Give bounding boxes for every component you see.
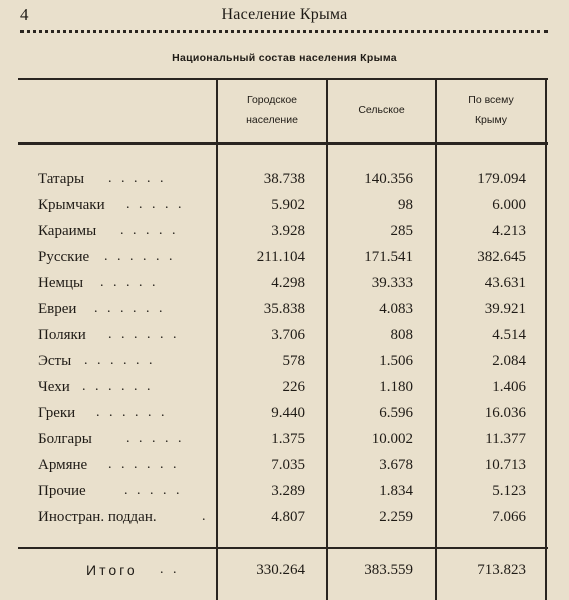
urban-value: 9.440 [271, 405, 305, 421]
nationality-name: Армяне [38, 457, 88, 473]
total-value: 16.036 [484, 405, 526, 421]
nationality-name: Чехи [38, 379, 70, 395]
table-row [18, 452, 548, 478]
urban-value: 38.738 [263, 171, 305, 187]
nationality-name: Евреи [38, 301, 77, 317]
nationality-name: Караимы [38, 223, 97, 239]
rural-value: 1.506 [379, 353, 413, 369]
total-value: 5.123 [492, 483, 526, 499]
total-value: 7.066 [492, 509, 526, 525]
table-row [18, 374, 548, 400]
total-value: 39.921 [484, 301, 526, 317]
nationality-name: Иностран. поддан. [38, 509, 157, 525]
urban-value: 211.104 [256, 249, 305, 265]
rural-value: 10.002 [371, 431, 413, 447]
rural-value: 98 [398, 197, 413, 213]
column-header-rural: Сельское [358, 104, 405, 116]
total-value: 43.631 [484, 275, 526, 291]
urban-value: 4.807 [271, 509, 305, 525]
rural-value: 808 [390, 327, 413, 343]
total-label: Итого [86, 562, 138, 578]
leader-dots: . . . . . . [96, 405, 168, 420]
leader-dots: . . . . . [108, 171, 167, 186]
leader-dots: . . . . . [126, 197, 185, 212]
column-header-total: По всему Крыму [468, 94, 514, 126]
total-value: 2.084 [492, 353, 526, 369]
leader-dots: . . . . . [124, 483, 183, 498]
leader-dots: . . . . . [120, 223, 179, 238]
rural-value: 3.678 [379, 457, 413, 473]
table-row [18, 166, 548, 192]
header-bottom-rule [18, 142, 548, 145]
urban-value: 3.289 [271, 483, 305, 499]
total-value: 179.094 [477, 171, 526, 187]
total-value: 1.406 [492, 379, 526, 395]
page-number: 4 [20, 5, 29, 24]
total-row [18, 557, 548, 583]
nationality-name: Греки [38, 405, 76, 421]
leader-dots: . . . . . . [104, 249, 176, 264]
nationality-name: Татары [38, 171, 85, 187]
nationality-name: Эсты [38, 353, 72, 369]
nationality-name: Прочие [38, 483, 86, 499]
rural-value: 6.596 [379, 405, 413, 421]
urban-value: 226 [282, 379, 305, 395]
leader-dots: . . . . . . [84, 353, 156, 368]
rural-value: 1.834 [379, 483, 413, 499]
leader-dots: . . . . . . [108, 457, 180, 472]
table-row [18, 244, 548, 270]
leader-dots: . . . . . . [108, 327, 180, 342]
urban-value: 1.375 [271, 431, 305, 447]
urban-value: 578 [282, 353, 305, 369]
rural-value: 39.333 [371, 275, 413, 291]
total-value: 6.000 [492, 197, 526, 213]
leader-dots: . . . . . . [82, 379, 154, 394]
table-row [18, 478, 548, 504]
total-top-rule [18, 547, 548, 549]
urban-value: 3.706 [271, 327, 305, 343]
leader-dots: . . . . . . [94, 301, 166, 316]
table-row [18, 218, 548, 244]
leader-dots: . . . . . [100, 275, 159, 290]
table-row [18, 270, 548, 296]
leader-dots: . . . . . [126, 431, 185, 446]
total-value: 4.514 [492, 327, 526, 343]
rural-value: 171.541 [364, 249, 413, 265]
total-rural: 383.559 [364, 562, 413, 578]
running-title: Население Крыма [221, 6, 348, 23]
urban-value: 35.838 [263, 301, 305, 317]
table-row [18, 426, 548, 452]
leader-dots: . [202, 509, 208, 524]
nationality-name: Немцы [38, 275, 84, 291]
rural-value: 140.356 [364, 171, 413, 187]
total-all: 713.823 [477, 562, 526, 578]
nationality-name: Поляки [38, 327, 86, 343]
rural-value: 285 [390, 223, 413, 239]
total-urban: 330.264 [256, 562, 305, 578]
table-row [18, 400, 548, 426]
total-value: 11.377 [485, 431, 526, 447]
table-row [18, 192, 548, 218]
rural-value: 1.180 [379, 379, 413, 395]
urban-value: 4.298 [271, 275, 305, 291]
rural-value: 4.083 [379, 301, 413, 317]
urban-value: 3.928 [271, 223, 305, 239]
nationality-name: Болгары [38, 431, 92, 447]
total-value: 382.645 [477, 249, 526, 265]
total-value: 4.213 [492, 223, 526, 239]
table-row [18, 296, 548, 322]
population-table [18, 78, 548, 600]
urban-value: 7.035 [271, 457, 305, 473]
table-title: Национальный состав населения Крыма [172, 52, 397, 64]
nationality-name: Русские [38, 249, 90, 265]
total-leader-dots: . . [160, 562, 180, 577]
total-value: 10.713 [484, 457, 526, 473]
rural-value: 2.259 [379, 509, 413, 525]
nationality-name: Крымчаки [38, 197, 105, 213]
table-row [18, 348, 548, 374]
urban-value: 5.902 [271, 197, 305, 213]
column-header-urban: Городское население [246, 94, 298, 126]
table-row [18, 504, 548, 530]
table-row [18, 322, 548, 348]
header-rule [20, 30, 548, 33]
